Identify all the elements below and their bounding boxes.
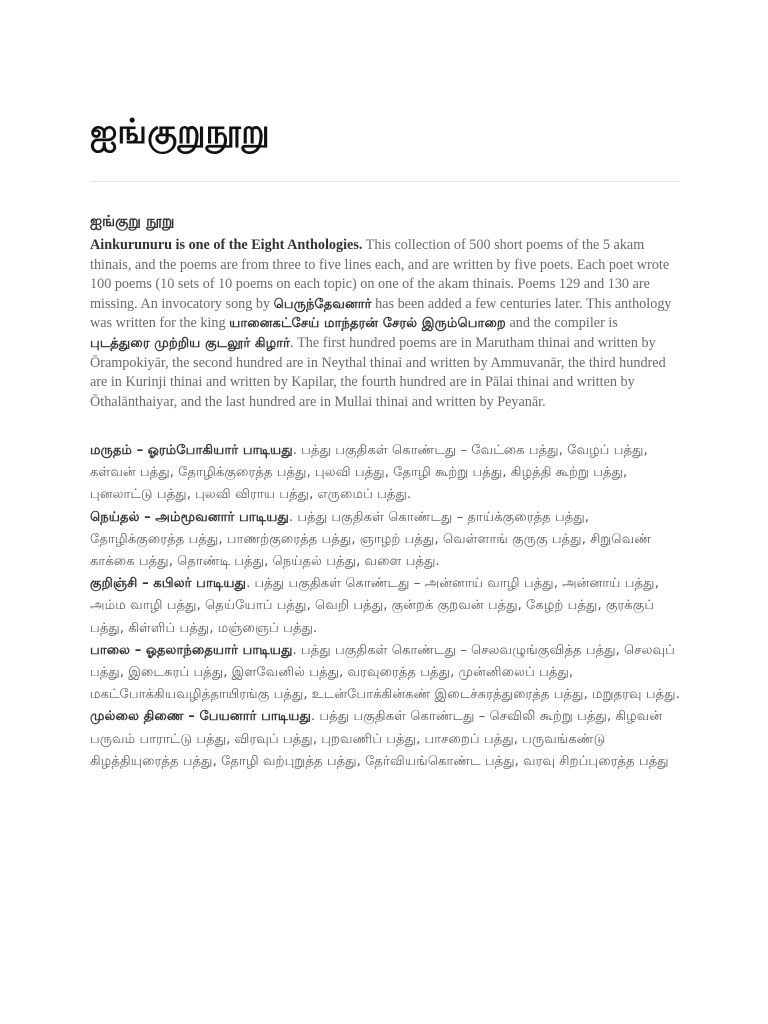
thinai-sections bbox=[90, 440, 686, 773]
section-body: . பத்து பகுதிகள் கொண்டது – தாய்க்குரைத்த பத்து, தோழிக்குரைத்த பத்து, பாணற்குரைத்த பத்து, ஞாழற் பத்து, வெள்ளாங் குருகு பத்து, சிறுவெண் காக்கை பத்து, தொண்டி பத்து, நெய்தல் பத்து, வளை பத்து. bbox=[90, 509, 652, 570]
section-body: . பத்து பகுதிகள் கொண்டது – வேட்கை பத்து, வேழப் பத்து, கள்வன் பத்து, தோழிக்குரைத்த பத்து, புலவி பத்து, தோழி கூற்று பத்து, கிழத்தி கூற்று பத்து, புனலாட்டு பத்து, புலவி விராய பத்து, எருமைப் பத்து. bbox=[90, 443, 648, 503]
section-heading: மருதம் – ஓரம்போகியார் பாடியது bbox=[90, 443, 293, 458]
section-marutham bbox=[90, 440, 686, 507]
section-heading: பாலை – ஓதலாந்தையார் பாடியது bbox=[90, 642, 293, 658]
intro-paragraph bbox=[90, 236, 680, 412]
section-body: . பத்து பகுதிகள் கொண்டது – செலவழுங்குவித்த பத்து, செலவுப் பத்து, இடைசுரப் பத்து, இளவேனில் பத்து, வரவுரைத்த பத்து, முன்னிலைப் பத்து, மகட்போக்கியவழித்தாயிரங்கு பத்து, உடன்போக்கின்கண் இடைச்சுரத்துரைத்த பத்து, மறுதரவு பத்து. bbox=[90, 642, 680, 703]
intro-text-4: . The first hundred poems are in Marutham thinai and written by Ōrampokiyār, the second hundred are in Neythal thinai and written by Ammuvanār, the third hundred are in Kurinji thinai and written by Kapilar, the fourth hundred are in Pālai thinai and written by Ōthalānthaiyar, and the last hundred are in Mullai thinai and written by Peyanār. bbox=[90, 334, 666, 410]
page-title: ஐங்குறுநூறு bbox=[90, 112, 270, 152]
poet-name-perunthevanar: பெருந்தேவனார் bbox=[273, 296, 372, 312]
compiler-name: புடத்துரை முற்றிய குடலூர் கிழார் bbox=[90, 335, 291, 351]
section-heading: முல்லை திணை – பேயனார் பாடியது bbox=[90, 709, 312, 725]
section-heading: குறிஞ்சி – கபிலர் பாடியது bbox=[90, 576, 247, 592]
section-kurinji bbox=[90, 573, 686, 640]
section-heading: நெய்தல் – அம்மூவனார் பாடியது bbox=[90, 509, 289, 525]
section-mullai bbox=[90, 706, 686, 773]
section-body: . பத்து பகுதிகள் கொண்டது – செவிலி கூற்று பத்து, கிழவன் பருவம் பாராட்டு பத்து, விரவுப் பத்து, புறவணிப் பத்து, பாசறைப் பத்து, பருவங்கண்டு கிழத்தியுரைத்த பத்து, தோழி வற்புறுத்த பத்து, தேர்வியங்கொண்ட பத்து, வரவு சிறப்புரைத்த பத்து bbox=[90, 709, 669, 769]
king-name: யானைகட்சேய் மாந்தரன் சேரல் இரும்பொறை bbox=[229, 316, 506, 332]
title-divider bbox=[90, 181, 680, 182]
intro-text-2: has been added a few centuries later. This anthology was written for the king bbox=[90, 295, 672, 332]
section-body: . பத்து பகுதிகள் கொண்டது – அன்னாய் வாழி பத்து, அன்னாய் பத்து, அம்ம வாழி பத்து, தெய்யோப் பத்து, வெறி பத்து, குன்றக் குறவன் பத்து, கேழற் பத்து, குரக்குப் பத்து, கிள்ளிப் பத்து, மஞ்ஞைப் பத்து. bbox=[90, 576, 659, 636]
intro-lead: Ainkurunuru is one of the Eight Anthologies. bbox=[90, 237, 363, 253]
section-subtitle: ஐங்குறு நூறு bbox=[90, 212, 175, 230]
intro-text-3: and the compiler is bbox=[505, 315, 618, 332]
section-palai bbox=[90, 640, 686, 707]
section-neythal bbox=[90, 507, 686, 574]
intro-text-1: This collection of 500 short poems of the 5 akam thinais, and the poems are from three to five lines each, and are written by five poets. Each poet wrote 100 poems (10 sets of 10 poems on each topic) on one of the akam thinais. Poems 129 and 130 are missing. An invocatory song by bbox=[90, 237, 670, 312]
